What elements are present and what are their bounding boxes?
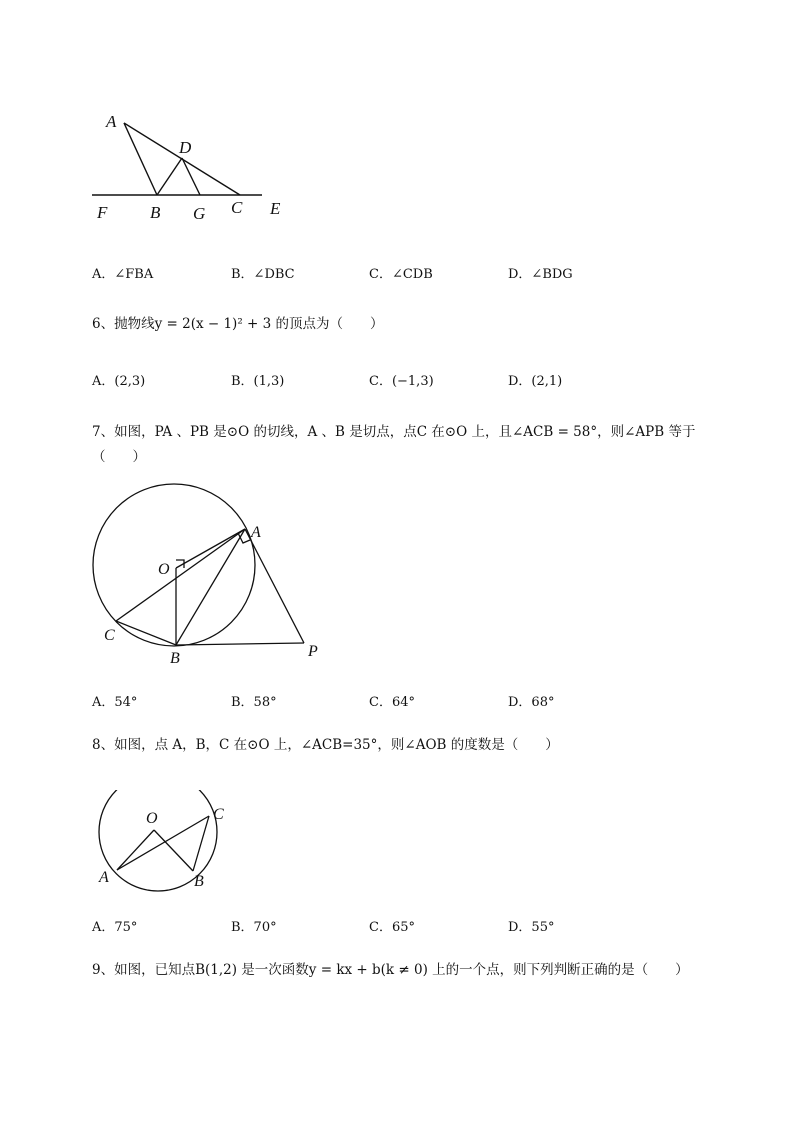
label-b: B: [150, 203, 161, 222]
label-a: A: [251, 524, 261, 541]
label-c: C: [213, 806, 224, 823]
q6-option-c[interactable]: C．(−1,3): [369, 374, 434, 389]
label-c: C: [104, 627, 115, 644]
label-c: C: [231, 198, 243, 217]
q6-option-a[interactable]: A．(2,3): [92, 374, 146, 389]
q5-option-c[interactable]: C．∠CDB: [369, 267, 433, 282]
figure-q5: [0, 0, 794, 240]
q9-question: 9、如图，已知点B(1,2) 是一次函数y = kx + b(k ≠ 0) 上的一个点，则下列判断正确的是（ ）: [92, 962, 689, 978]
segment-oa: [117, 830, 154, 870]
q8-option-d[interactable]: D．55°: [508, 920, 555, 935]
label-d: D: [179, 138, 192, 157]
q7-option-b[interactable]: B．58°: [231, 695, 277, 710]
figure-q8: [0, 790, 794, 900]
label-b: B: [170, 650, 180, 667]
q6-option-d[interactable]: D．(2,1): [508, 374, 563, 389]
q6-question: 6、抛物线y = 2(x − 1)² + 3 的顶点为（ ）: [92, 316, 384, 332]
segment-dg: [182, 158, 200, 195]
segment-bd: [157, 158, 182, 195]
q7-question-line2: （ ）: [92, 449, 146, 465]
segment-ab: [176, 529, 245, 645]
q5-option-b[interactable]: B．∠DBC: [231, 267, 295, 282]
label-f: F: [97, 203, 108, 222]
label-g: G: [193, 204, 206, 223]
q7-option-d[interactable]: D．68°: [508, 695, 555, 710]
segment-oa: [176, 529, 245, 568]
segment-ca: [116, 529, 245, 621]
q8-option-a[interactable]: A．75°: [92, 920, 138, 935]
label-a: A: [99, 869, 109, 886]
label-p: P: [308, 643, 318, 660]
label-o: O: [158, 561, 170, 578]
q7-option-a[interactable]: A．54°: [92, 695, 138, 710]
q7-option-c[interactable]: C．64°: [369, 695, 415, 710]
q8-option-c[interactable]: C．65°: [369, 920, 415, 935]
q7-question-line1: 7、如图，PA 、PB 是⊙O 的切线，A 、B 是切点，点C 在⊙O 上，且∠ACB = 58°，则∠APB 等于: [92, 424, 696, 440]
q8-question: 8、如图，点 A，B，C 在⊙O 上，∠ACB=35°，则∠AOB 的度数是（ ）: [92, 737, 559, 753]
label-a: A: [106, 112, 117, 131]
label-e: E: [270, 199, 281, 218]
label-b: B: [194, 873, 204, 890]
q5-option-d[interactable]: D．∠BDG: [508, 267, 573, 282]
q8-option-b[interactable]: B．70°: [231, 920, 277, 935]
q6-option-b[interactable]: B．(1,3): [231, 374, 285, 389]
segment-ap: [245, 529, 304, 643]
q5-option-a[interactable]: A．∠FBA: [92, 267, 154, 282]
label-o: O: [146, 810, 158, 827]
figure-q7: [0, 470, 794, 670]
